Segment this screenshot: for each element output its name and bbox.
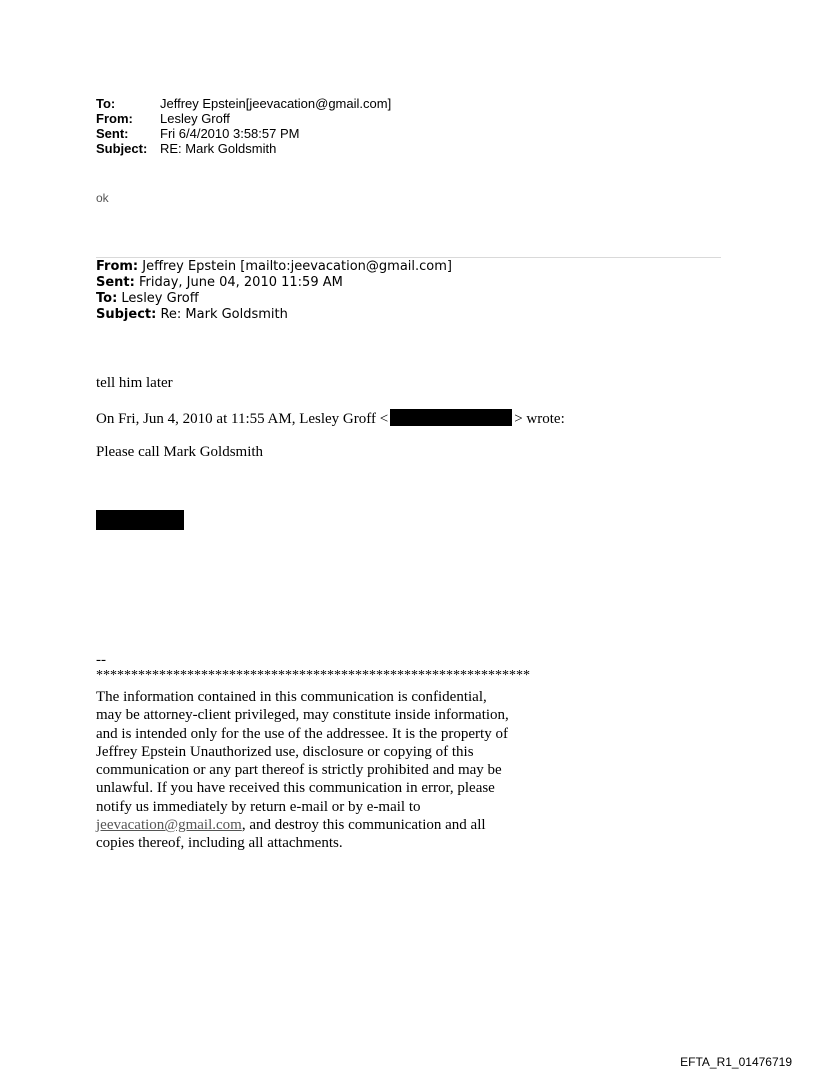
body-line-tell: tell him later	[96, 375, 173, 391]
fwd-sent-row	[96, 275, 452, 291]
redaction-bar-signature	[96, 510, 184, 530]
fwd-subject-label: Subject:	[96, 307, 157, 322]
fwd-to-value: Lesley Groff	[117, 291, 199, 306]
sent-value: Fri 6/4/2010 3:58:57 PM	[160, 126, 300, 141]
from-label: From:	[96, 111, 133, 126]
fwd-sent-value: Friday, June 04, 2010 11:59 AM	[134, 275, 343, 290]
document-id: EFTA_R1_01476719	[680, 1055, 792, 1069]
fwd-subject-row	[96, 307, 452, 323]
email-header	[96, 96, 391, 156]
to-label: To:	[96, 96, 116, 111]
header-sent-row	[96, 126, 391, 141]
signature-stars: **************************************************************	[96, 668, 530, 683]
reply-body: ok	[96, 191, 109, 205]
fwd-from-row	[96, 259, 452, 275]
from-value: Lesley Groff	[160, 111, 230, 126]
header-subject-row	[96, 141, 391, 156]
fwd-from-label: From:	[96, 259, 139, 274]
redaction-bar-email	[390, 409, 512, 426]
header-to-row	[96, 96, 391, 111]
disclaimer	[96, 688, 516, 853]
quote-suffix: > wrote:	[514, 411, 565, 427]
fwd-from-value: Jeffrey Epstein [mailto:jeevacation@gmail.com]	[138, 259, 452, 274]
subject-value: RE: Mark Goldsmith	[160, 141, 277, 156]
signature-dashes: --	[96, 652, 106, 668]
fwd-to-row	[96, 291, 452, 307]
disclaimer-text-end: , and destroy this communication and all copies thereof, including all attachments.	[96, 817, 486, 852]
body-line-please: Please call Mark Goldsmith	[96, 444, 264, 460]
fwd-subject-value: Re: Mark Goldsmith	[156, 307, 288, 322]
quote-prefix: On Fri, Jun 4, 2010 at 11:55 AM, Lesley Groff <	[96, 411, 389, 427]
header-from-row	[96, 111, 391, 126]
divider	[96, 257, 721, 258]
disclaimer-email-link[interactable]: jeevacation@gmail.com	[96, 817, 242, 834]
forwarded-header	[96, 259, 452, 323]
disclaimer-text: The information contained in this communication is confidential, may be attorney-client privileged, may constitute inside information, and is intended only for the use of the addressee. It is the property of Jeffrey Epstein Unauthorized use, disclosure or copying of this communication or any part thereof is strictly prohibited and may be unlawful. If you have received this communication in error, please notify us immediately by return e-mail or by e-mail to	[96, 689, 509, 815]
subject-label: Subject:	[96, 141, 148, 156]
to-value: Jeffrey Epstein[jeevacation@gmail.com]	[160, 96, 392, 111]
fwd-to-label: To:	[96, 291, 118, 306]
fwd-sent-label: Sent:	[96, 275, 135, 290]
quote-attribution	[96, 409, 565, 428]
sent-label: Sent:	[96, 126, 129, 141]
